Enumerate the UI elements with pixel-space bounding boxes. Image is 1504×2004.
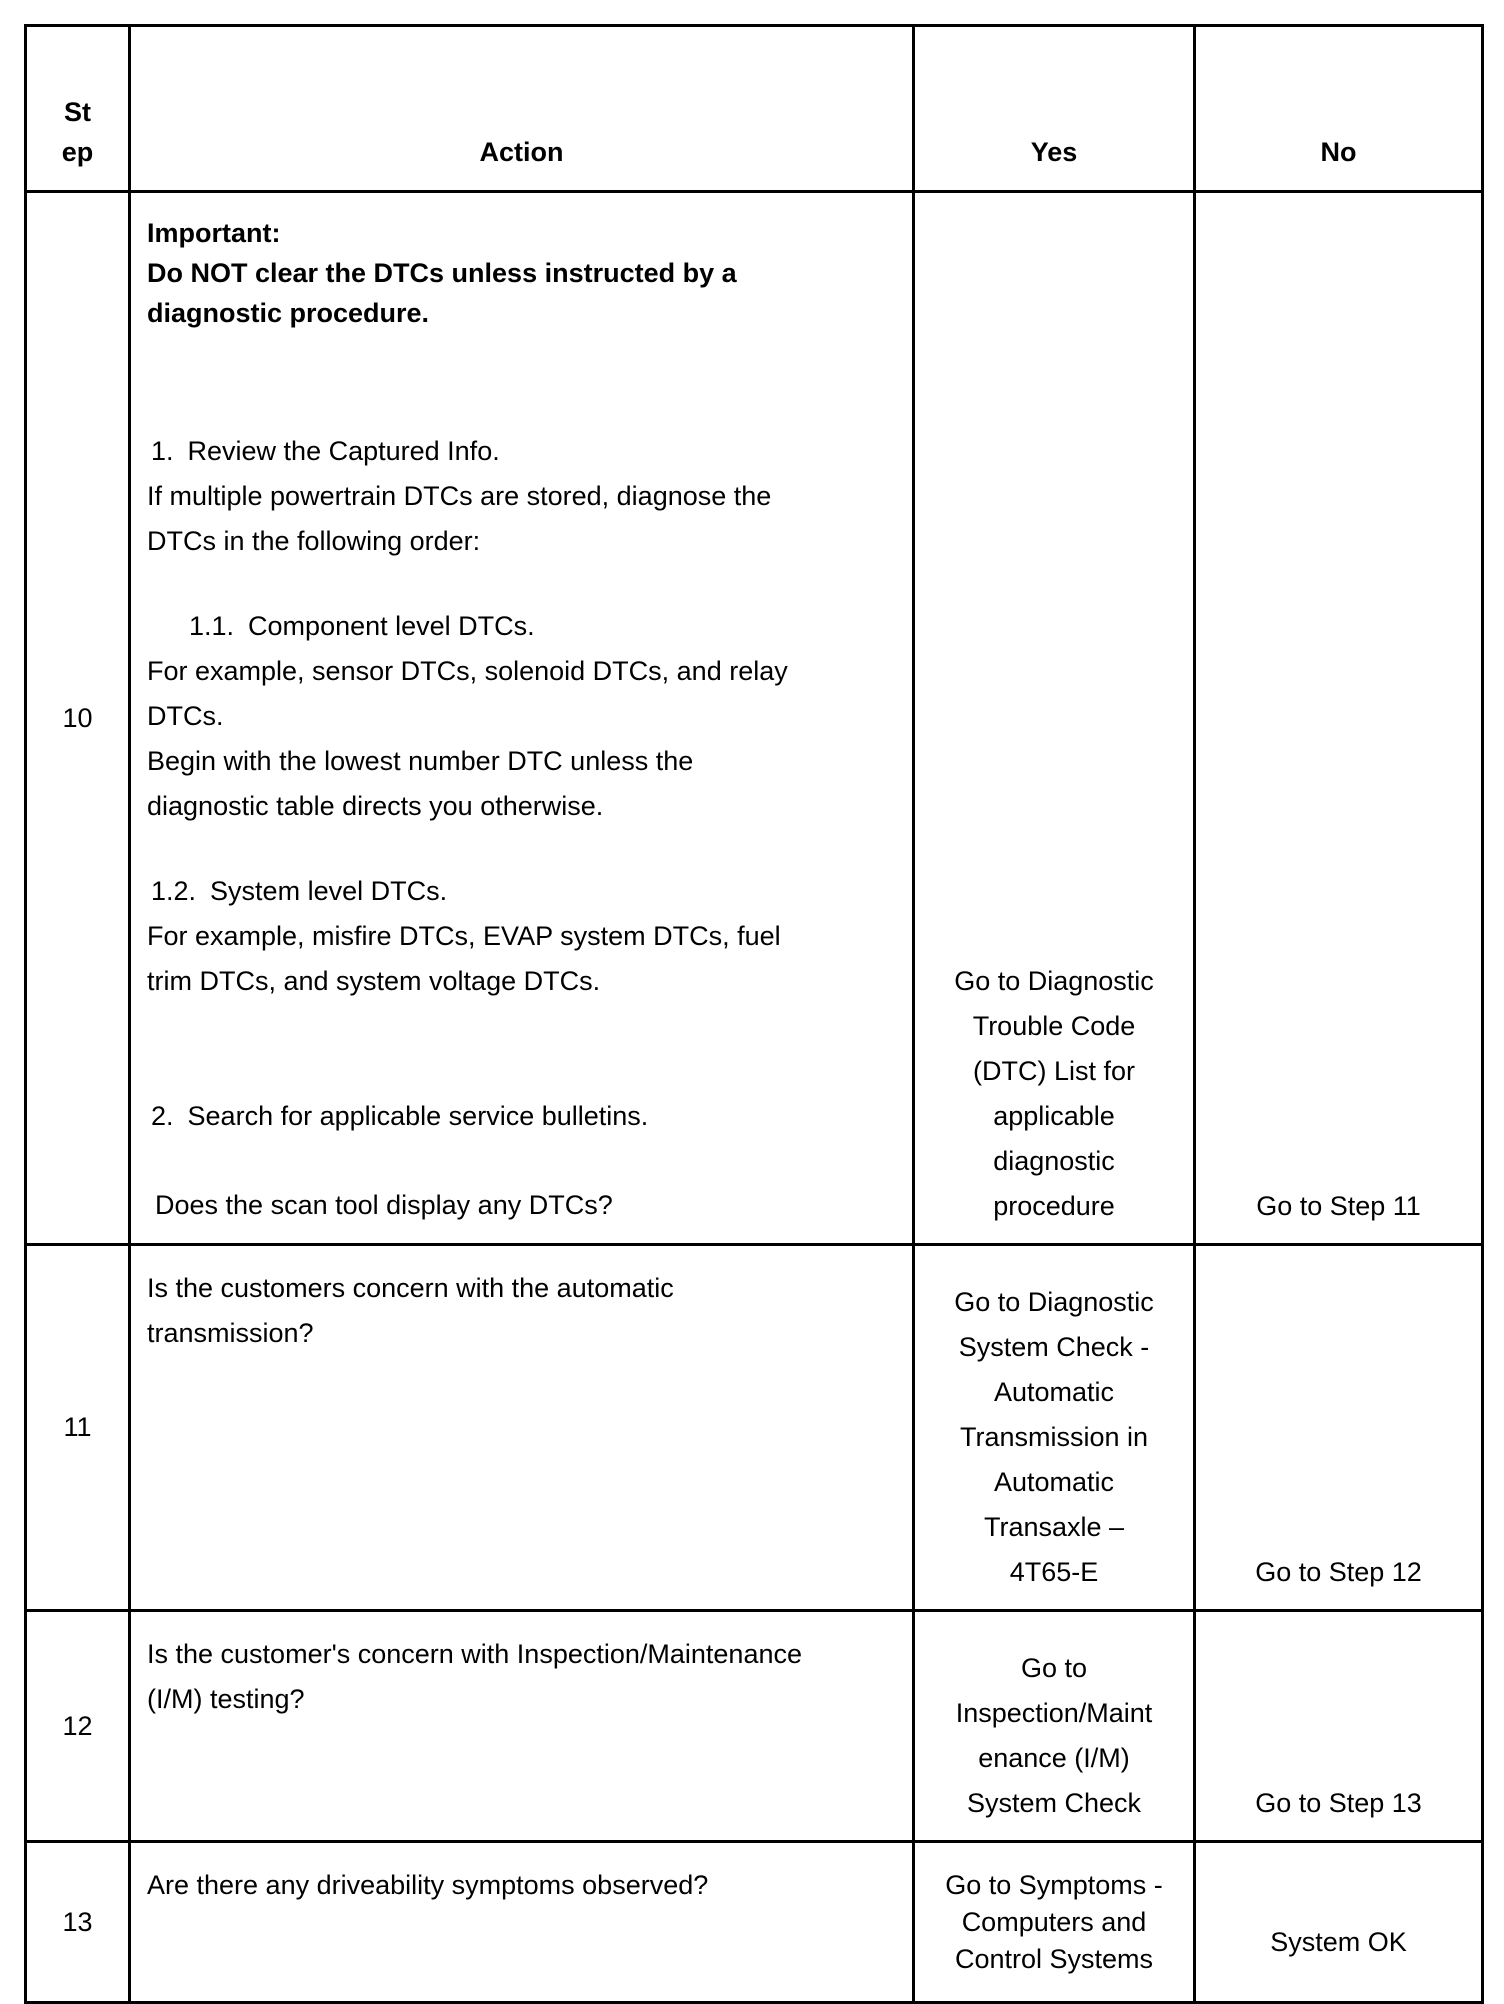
yes-line: Go to Diagnostic bbox=[954, 966, 1154, 996]
list-number: 1.1. bbox=[189, 611, 235, 641]
question-text: Is the customers concern with the automatic bbox=[147, 1273, 674, 1303]
diagnostic-table bbox=[24, 24, 1484, 2004]
yes-line: (DTC) List for bbox=[973, 1056, 1135, 1086]
instruction-text: For example, sensor DTCs, solenoid DTCs, and relay bbox=[147, 656, 788, 686]
list-text: Search for applicable service bulletins. bbox=[187, 1101, 649, 1131]
question-text: Is the customer's concern with Inspection/Maintenance bbox=[147, 1639, 802, 1669]
yes-line: 4T65-E bbox=[1009, 1557, 1099, 1587]
yes-line: diagnostic bbox=[993, 1146, 1115, 1176]
list-item bbox=[147, 869, 898, 914]
header-step-line1: St bbox=[64, 97, 91, 127]
header-action: Action bbox=[130, 26, 914, 192]
yes-line: enance (I/M) bbox=[978, 1743, 1130, 1773]
action-cell bbox=[130, 1842, 914, 2003]
no-cell: Go to Step 12 bbox=[1195, 1245, 1483, 1611]
table-row bbox=[26, 1611, 1483, 1842]
no-cell: Go to Step 13 bbox=[1195, 1611, 1483, 1842]
important-line: Do NOT clear the DTCs unless instructed by a bbox=[147, 258, 737, 288]
yes-line: applicable bbox=[993, 1101, 1115, 1131]
no-cell: System OK bbox=[1195, 1842, 1483, 2003]
instruction-text: If multiple powertrain DTCs are stored, diagnose the bbox=[147, 481, 772, 511]
step-number: 11 bbox=[26, 1245, 130, 1611]
yes-cell bbox=[914, 1842, 1195, 2003]
yes-cell bbox=[914, 1611, 1195, 1842]
header-no: No bbox=[1195, 26, 1483, 192]
list-text: Component level DTCs. bbox=[248, 611, 535, 641]
yes-line: Computers and bbox=[961, 1906, 1147, 1937]
instruction-text: For example, misfire DTCs, EVAP system DTCs, fuel bbox=[147, 921, 781, 951]
instruction-text: Begin with the lowest number DTC unless the bbox=[147, 746, 694, 776]
yes-line: Go to Diagnostic bbox=[954, 1287, 1154, 1317]
important-line: diagnostic procedure. bbox=[147, 298, 430, 328]
action-cell bbox=[130, 1245, 914, 1611]
action-cell bbox=[130, 192, 914, 1245]
yes-line: Trouble Code bbox=[972, 1011, 1136, 1041]
question-text: transmission? bbox=[147, 1318, 314, 1348]
yes-line: System Check - bbox=[958, 1332, 1150, 1362]
header-step-line2: ep bbox=[61, 137, 94, 167]
yes-line: Automatic bbox=[993, 1467, 1115, 1497]
question-text: Are there any driveability symptoms observed? bbox=[147, 1870, 709, 1900]
no-cell: Go to Step 11 bbox=[1195, 192, 1483, 1245]
step-number: 13 bbox=[26, 1842, 130, 2003]
header-step bbox=[26, 26, 130, 192]
yes-line: Automatic bbox=[993, 1377, 1115, 1407]
yes-line: Inspection/Maint bbox=[955, 1698, 1153, 1728]
instruction-text: diagnostic table directs you otherwise. bbox=[147, 791, 604, 821]
question-text: (I/M) testing? bbox=[147, 1684, 305, 1714]
instruction-text: DTCs. bbox=[147, 701, 224, 731]
list-number: 1. bbox=[151, 436, 174, 466]
yes-line: System Check bbox=[966, 1788, 1142, 1818]
yes-line: procedure bbox=[993, 1191, 1115, 1221]
list-number: 2. bbox=[151, 1101, 174, 1131]
table-row bbox=[26, 192, 1483, 1245]
yes-line: Transmission in bbox=[959, 1422, 1149, 1452]
list-text: System level DTCs. bbox=[210, 876, 448, 906]
list-number: 1.2. bbox=[151, 876, 197, 906]
step-number: 12 bbox=[26, 1611, 130, 1842]
important-title: Important: bbox=[147, 218, 281, 248]
table-row bbox=[26, 1245, 1483, 1611]
list-item bbox=[147, 604, 898, 649]
yes-cell bbox=[914, 1245, 1195, 1611]
yes-line: Transaxle – bbox=[983, 1512, 1125, 1542]
list-item bbox=[147, 429, 898, 474]
table-row bbox=[26, 1842, 1483, 2003]
step-number: 10 bbox=[26, 192, 130, 1245]
yes-cell bbox=[914, 192, 1195, 1245]
table-header-row bbox=[26, 26, 1483, 192]
instruction-text: trim DTCs, and system voltage DTCs. bbox=[147, 966, 601, 996]
instruction-text: DTCs in the following order: bbox=[147, 526, 481, 556]
yes-line: Go to Symptoms - bbox=[945, 1869, 1163, 1900]
question-text: Does the scan tool display any DTCs? bbox=[155, 1190, 613, 1220]
list-text: Review the Captured Info. bbox=[187, 436, 500, 466]
list-item bbox=[147, 1094, 898, 1139]
yes-line: Control Systems bbox=[954, 1943, 1154, 1974]
action-cell bbox=[130, 1611, 914, 1842]
yes-line: Go to bbox=[1020, 1653, 1088, 1683]
header-yes: Yes bbox=[914, 26, 1195, 192]
